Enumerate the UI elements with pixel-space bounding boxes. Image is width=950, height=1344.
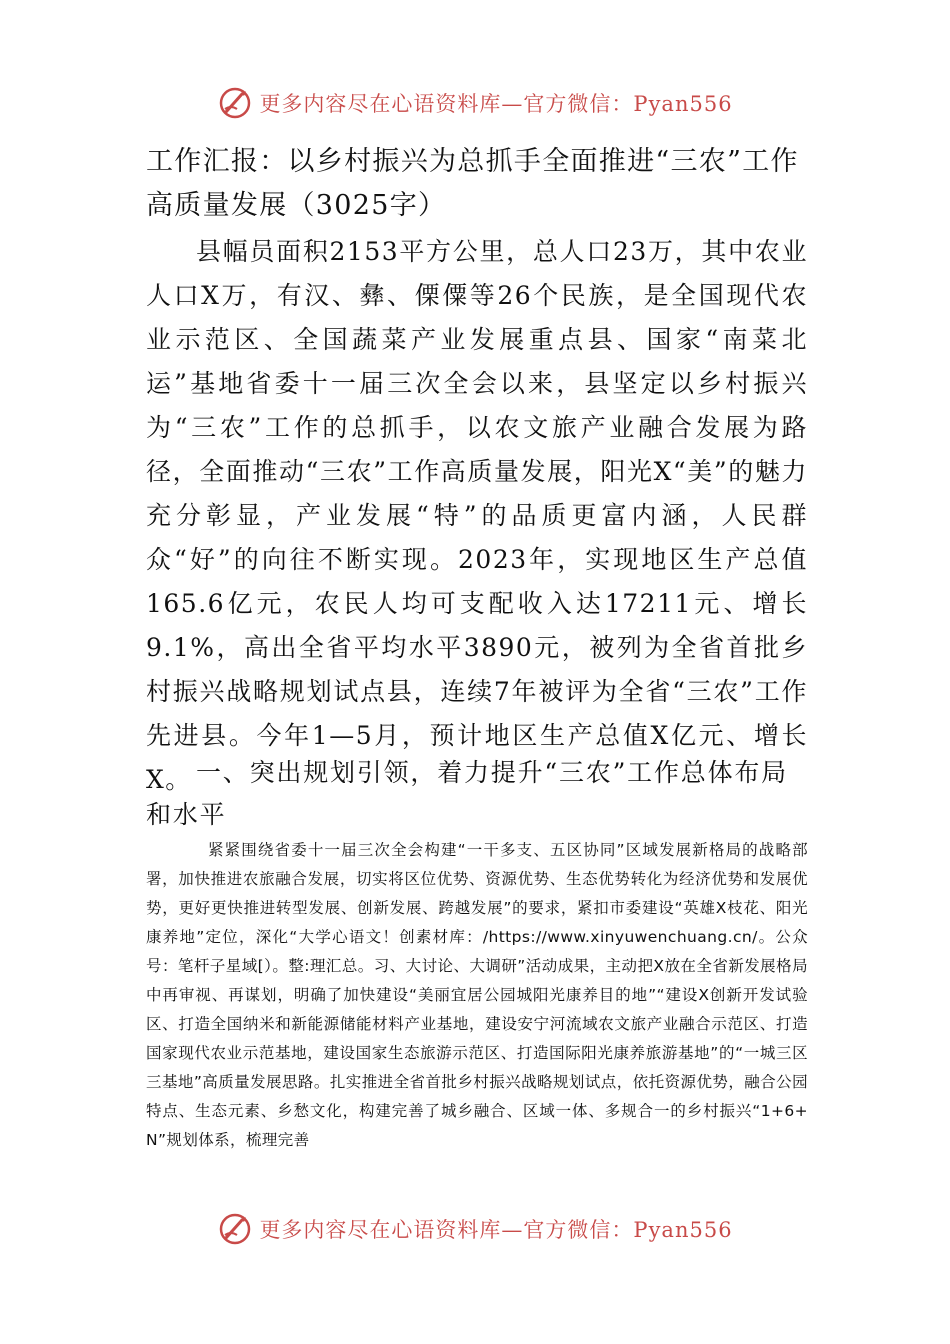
section-paragraph: 紧紧围绕省委十一届三次全会构建“一干多支、五区协同”区域发展新格局的战略部署，加快推进农旅融合发展，切实将区位优势、资源优势、生态优势转化为经济优势和发展优势，更好更快推进转型发展、创新发展、跨越发展”的要求，紧扣市委建设“英雄X枝花、阳光康养地”定位，深化“大学心语文！创素材库：/https://www.xinyuwenchuang.cn/。公众号：笔杆子星域[）。整:理汇总。习、大讨论、大调研”活动成果，主动把X放在全省新发展格局中再审视、再谋划，明确了加快建设“美丽宜居公园城阳光康养目的地”“建设X创新开发试验区、打造全国纳米和新能源储能材料产业基地，建设安宁河流域农文旅产业融合示范区、打造国家现代农业示范基地，建设国家生态旅游示范区、打造国际阳光康养旅游基地”的“一城三区三基地”高质量发展思路。扎实推进全省首批乡村振兴战略规划试点，依托资源优势，融合公园特点、生态元素、乡愁文化，构建完善了城乡融合、区域一体、多规合一的乡村振兴“1+6+N”规划体系，梳理完善 [146, 841, 808, 1149]
header-banner-text: 更多内容尽在心语资料库—官方微信：Pyan556 [259, 92, 733, 116]
pen-logo-icon [217, 85, 253, 121]
footer-banner-text: 更多内容尽在心语资料库—官方微信：Pyan556 [259, 1218, 733, 1242]
document-title: 工作汇报：以乡村振兴为总抓手全面推进“三农”工作高质量发展（3025字） [146, 146, 799, 221]
pen-logo-icon [217, 1211, 253, 1247]
footer-banner [0, 1204, 950, 1254]
header-banner [0, 78, 950, 128]
section-heading: 一、突出规划引领，着力提升“三农”工作总体布局和水平 [146, 758, 788, 829]
intro-paragraph: 县幅员面积2153平方公里，总人口23万，其中农业人口X万，有汉、彝、傈僳等26个民族，是全国现代农业示范区、全国蔬菜产业发展重点县、国家“南菜北运”基地省委十一届三次全会以来，县坚定以乡村振兴为“三农”工作的总抓手，以农文旅产业融合发展为路径，全面推动“三农”工作高质量发展，阳光X“美”的魅力充分彰显，产业发展“特”的品质更富内涵，人民群众“好”的向往不断实现。2023年，实现地区生产总值165.6亿元，农民人均可支配收入达17211元、增长9.1%，高出全省平均水平3890元，被列为全省首批乡村振兴战略规划试点县，连续7年被评为全省“三农”工作先进县。今年1—5月，预计地区生产总值X亿元、增长X。 [146, 237, 808, 794]
